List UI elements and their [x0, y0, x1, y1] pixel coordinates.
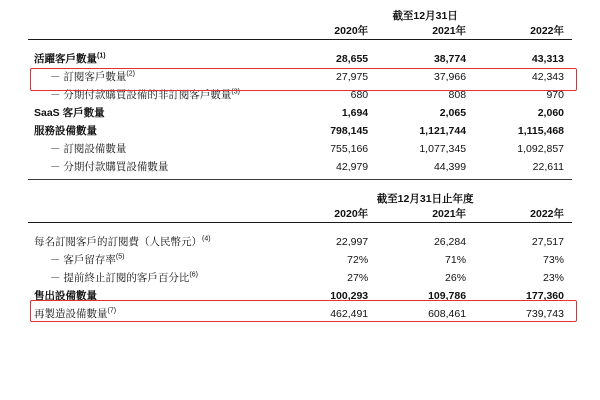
row-label: 每名訂閱客戶的訂閱費（人民幣元）$^{(4)}$ — [34, 235, 211, 248]
section1-header-row — [28, 10, 572, 25]
section2-year-row — [28, 208, 572, 223]
row-value-2020: 28,655 — [336, 53, 369, 65]
row-label: － 分期付款購買設備的非訂閱客戶數量$^{(3)}$ — [50, 88, 240, 101]
row-label: － 訂閱設備數量 — [50, 143, 127, 155]
row-label: － 提前終止訂閱的客戶百分比$^{(6)}$ — [50, 271, 198, 284]
footnote-marker: (6) — [189, 271, 198, 279]
footnote-marker: (7) — [107, 307, 117, 315]
table-row — [28, 266, 572, 284]
row-label: 再製造設備數量$^{(7)}$ — [34, 307, 117, 320]
row-label: － 客戶留存率$^{(5)}$ — [50, 253, 125, 266]
row-value-2020: 100,293 — [330, 290, 369, 302]
row-label: － 分期付款購買設備數量 — [50, 161, 169, 173]
row-value-2022: 1,115,468 — [517, 125, 564, 137]
table-row — [28, 248, 572, 266]
row-value-2022: 2,060 — [537, 107, 564, 119]
row-value-2021: 71% — [445, 254, 467, 266]
section1-year-2020: 2020年 — [334, 25, 369, 37]
footnote-marker: (3) — [231, 88, 240, 96]
row-value-2022: 177,360 — [526, 290, 564, 302]
row-value-2022: 22,611 — [532, 161, 564, 173]
row-value-2021: 26% — [445, 272, 467, 284]
footnote-marker: (5) — [115, 253, 125, 261]
row-value-2020: 22,997 — [336, 236, 369, 248]
row-value-2021: 608,461 — [428, 308, 467, 320]
section2-year-2021: 2021年 — [432, 208, 467, 220]
row-value-2020: 462,491 — [330, 308, 369, 320]
table-row — [28, 284, 572, 302]
row-value-2020: 680 — [350, 89, 369, 101]
footnote-marker: (4) — [202, 235, 211, 243]
row-value-2022: 970 — [546, 89, 564, 101]
section1-year-2021: 2021年 — [432, 25, 467, 37]
metrics-table-section2 — [28, 193, 572, 320]
section1-header-span: 截至12月31日 — [392, 10, 458, 22]
section1-year-2022: 2022年 — [530, 25, 564, 37]
table-row — [28, 302, 572, 320]
section2-body — [28, 193, 572, 320]
table-row — [28, 119, 572, 137]
row-value-2022: 43,313 — [531, 53, 564, 65]
row-label: 售出設備數量 — [34, 290, 97, 302]
table-row — [28, 155, 572, 173]
row-value-2022: 73% — [542, 254, 564, 266]
row-value-2020: 27,975 — [336, 71, 369, 83]
table-row — [28, 137, 572, 155]
metrics-table-section1 — [28, 10, 572, 181]
row-value-2020: 755,166 — [330, 143, 369, 155]
row-value-2022: 42,343 — [531, 71, 564, 83]
row-value-2021: 1,077,345 — [419, 143, 467, 155]
row-value-2022: 27,517 — [531, 236, 564, 248]
row-label: 服務設備數量 — [34, 125, 97, 137]
row-value-2021: 2,065 — [439, 107, 467, 119]
section1-bottom-rule — [28, 180, 572, 182]
table-row — [28, 101, 572, 119]
row-value-2020: 798,145 — [330, 125, 369, 137]
row-label: 活躍客戶數量$^{(1)}$ — [34, 52, 106, 65]
row-value-2020: 27% — [347, 272, 369, 284]
row-value-2021: 1,121,744 — [419, 125, 467, 137]
section2-year-2020: 2020年 — [334, 208, 369, 220]
section2-year-2022: 2022年 — [530, 208, 564, 220]
section1-year-row — [28, 25, 572, 40]
footnote-marker: (2) — [126, 70, 135, 78]
row-value-2021: 808 — [448, 89, 467, 101]
row-value-2021: 38,774 — [433, 53, 467, 65]
table-row — [28, 65, 572, 83]
row-value-2020: 72% — [347, 254, 369, 266]
row-value-2022: 23% — [542, 272, 564, 284]
footnote-marker: (1) — [97, 52, 106, 60]
row-value-2021: 109,786 — [428, 290, 467, 302]
row-value-2020: 1,694 — [341, 107, 369, 119]
row-label: SaaS 客戶數量 — [34, 107, 105, 119]
table-row — [28, 47, 572, 65]
section1-body — [28, 10, 572, 181]
row-value-2022: 1,092,857 — [517, 143, 564, 155]
row-value-2020: 42,979 — [336, 161, 369, 173]
row-value-2021: 26,284 — [433, 236, 467, 248]
section2-header-row — [28, 193, 572, 208]
row-value-2022: 739,743 — [526, 308, 564, 320]
table-row — [28, 83, 572, 101]
table-row — [28, 230, 572, 248]
section2-header-span: 截至12月31日止年度 — [376, 193, 474, 205]
row-value-2021: 44,399 — [433, 161, 467, 173]
row-value-2021: 37,966 — [433, 71, 467, 83]
row-label: － 訂閱客戶數量$^{(2)}$ — [50, 70, 135, 83]
